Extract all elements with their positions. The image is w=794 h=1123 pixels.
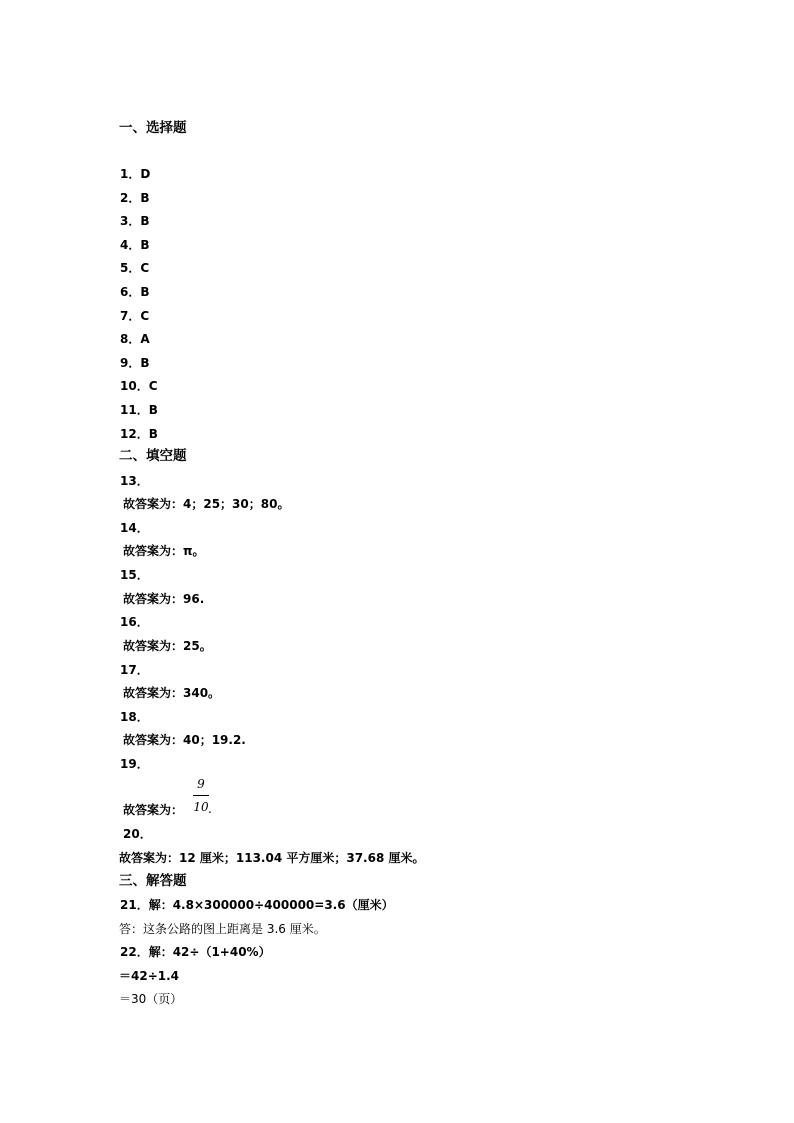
solution-line-3: 22．解：42÷（1+40%） bbox=[120, 945, 271, 959]
fill-answer-15: 故答案为：96. bbox=[123, 592, 205, 606]
choice-answer-10: 10．C bbox=[120, 379, 158, 393]
choice-answer-1: 1．D bbox=[120, 167, 151, 181]
choice-answer-3: 3．B bbox=[120, 214, 150, 228]
fraction-suffix: . bbox=[208, 802, 212, 816]
fill-num-15: 15． bbox=[120, 568, 149, 582]
fraction-bar bbox=[193, 795, 209, 796]
solution-line-5: ＝30（页） bbox=[119, 992, 183, 1006]
fill-num-19: 19． bbox=[120, 757, 149, 771]
fraction-numerator: 9 bbox=[197, 777, 205, 791]
choice-answer-8: 8．A bbox=[120, 332, 150, 346]
fill-answer-20: 故答案为：12 厘米；113.04 平方厘米；37.68 厘米。 bbox=[119, 851, 425, 865]
choice-answer-11: 11．B bbox=[120, 403, 158, 417]
section-title-solutions: 三、解答题 bbox=[119, 873, 187, 889]
fill-answer-17: 故答案为：340。 bbox=[123, 686, 221, 700]
fraction-denominator: 10 bbox=[193, 800, 209, 814]
fill-answer-13: 故答案为：4；25；30；80。 bbox=[123, 497, 290, 511]
fill-num-17: 17． bbox=[120, 663, 149, 677]
fill-answer-19: 故答案为： bbox=[123, 803, 184, 817]
solution-line-2: 答：这条公路的图上距离是 3.6 厘米。 bbox=[119, 922, 326, 936]
section-title-fill: 二、填空题 bbox=[119, 448, 187, 464]
fill-num-18: 18． bbox=[120, 710, 149, 724]
choice-answer-12: 12．B bbox=[120, 427, 158, 441]
choice-answer-6: 6．B bbox=[120, 285, 150, 299]
solution-line-4: ＝42÷1.4 bbox=[119, 969, 180, 983]
choice-answer-4: 4．B bbox=[120, 238, 150, 252]
fill-num-13: 13． bbox=[120, 474, 149, 488]
fill-num-14: 14． bbox=[120, 521, 149, 535]
choice-answer-9: 9．B bbox=[120, 356, 150, 370]
solution-line-1: 21．解：4.8×300000÷400000=3.6（厘米） bbox=[120, 898, 394, 912]
choice-answer-2: 2．B bbox=[120, 191, 150, 205]
fill-num-16: 16． bbox=[120, 615, 149, 629]
fill-answer-18: 故答案为：40；19.2. bbox=[123, 733, 246, 747]
choice-answer-5: 5．C bbox=[120, 261, 150, 275]
section-title-choice: 一、选择题 bbox=[119, 120, 187, 136]
choice-answer-7: 7．C bbox=[120, 309, 150, 323]
fill-num-20: 20． bbox=[123, 827, 152, 841]
fill-answer-16: 故答案为：25。 bbox=[123, 639, 212, 653]
fill-answer-14: 故答案为：π。 bbox=[123, 544, 205, 558]
